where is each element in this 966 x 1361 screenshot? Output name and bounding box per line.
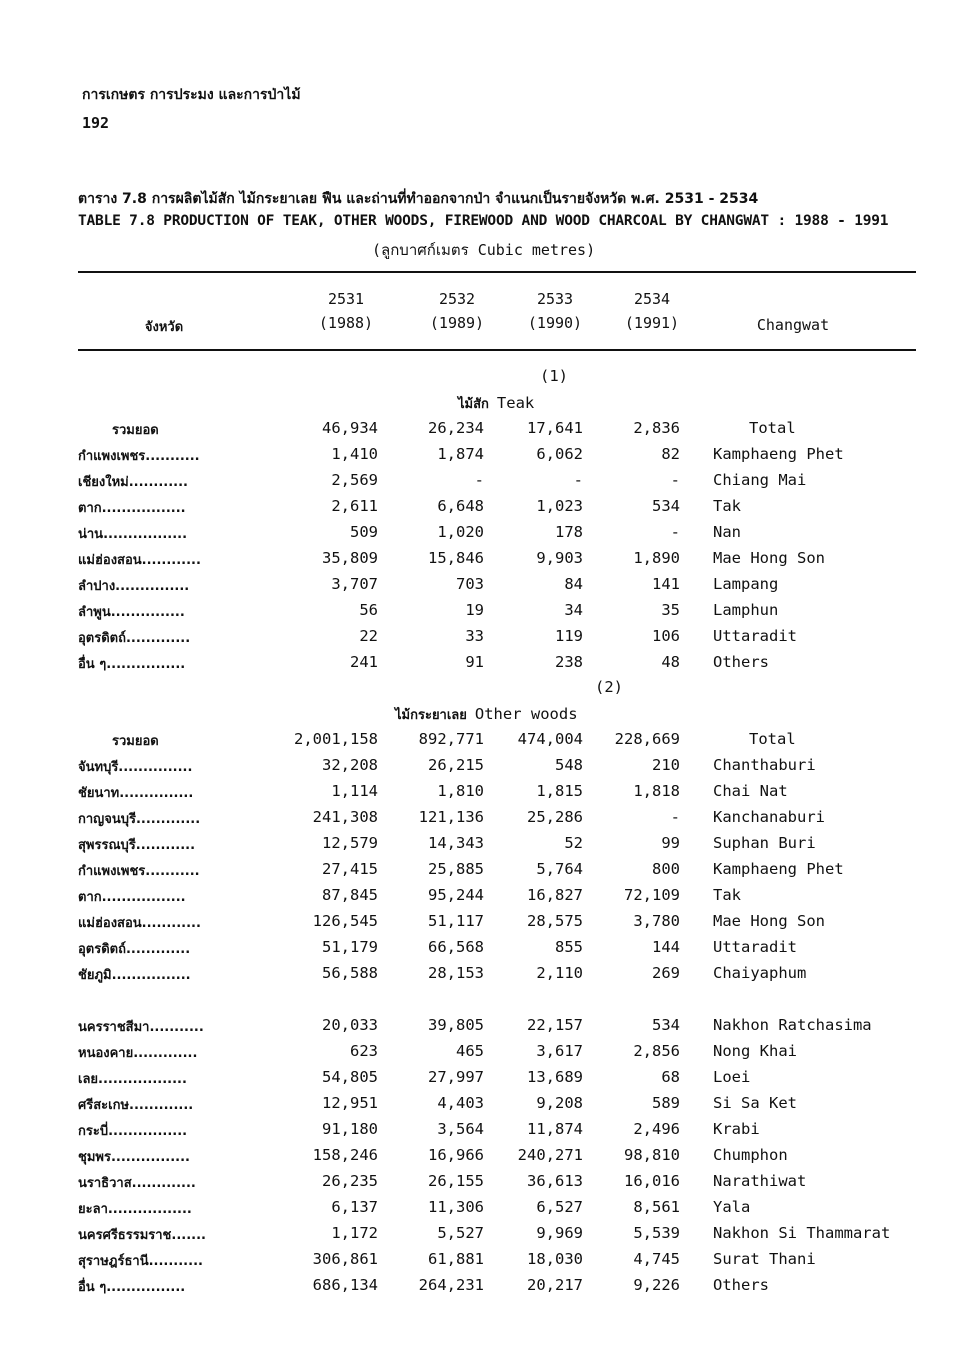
value-2533: 16,827 <box>527 886 583 904</box>
value-2532: 3,564 <box>437 1120 484 1138</box>
value-2532: 27,997 <box>428 1068 484 1086</box>
value-2531: 509 <box>350 523 378 541</box>
value-2531: 20,033 <box>322 1016 378 1034</box>
changwat-thai: ชัยนาท............... <box>78 786 194 801</box>
section-label-english: Other woods <box>474 705 578 723</box>
changwat-thai: กาญจนบุรี............. <box>78 812 201 827</box>
value-2531: 12,579 <box>322 834 378 852</box>
table-row <box>0 1120 966 1146</box>
value-2534: - <box>670 471 680 489</box>
table-title-thai: ตาราง 7.8 การผลิตไม้สัก ไม้กระยาเลย ฟืน และถ่านที่ทำออกจากป่า จำแนกเป็นรายจังหวัด พ.ศ. 2531 - 2534 <box>78 191 759 207</box>
changwat-thai: สุพรรณบุรี............ <box>78 838 196 853</box>
value-2531: 35,809 <box>322 549 378 567</box>
value-2534: 1,890 <box>633 549 680 567</box>
changwat-english: Tak <box>713 497 741 515</box>
value-2533: 84 <box>564 575 583 593</box>
changwat-thai: กระบี่................ <box>78 1124 188 1139</box>
table-row-total <box>0 730 966 756</box>
value-2534: 68 <box>661 1068 680 1086</box>
value-2533: 52 <box>564 834 583 852</box>
changwat-thai: นครศรีธรรมราช....... <box>78 1228 206 1243</box>
table-row <box>0 756 966 782</box>
value-2532: 14,343 <box>428 834 484 852</box>
table-row <box>0 627 966 653</box>
value-2533: 5,764 <box>536 860 583 878</box>
table-row <box>0 1068 966 1094</box>
value-2531: 241,308 <box>312 808 378 826</box>
changwat-thai: ตาก................. <box>78 501 186 516</box>
year-ce: (1989) <box>429 314 485 332</box>
value-2531: 306,861 <box>312 1250 378 1268</box>
value-2532: 703 <box>456 575 484 593</box>
section-label-thai: ไม้สัก <box>458 397 489 412</box>
table-row <box>0 1250 966 1276</box>
table-row <box>0 601 966 627</box>
value-2534: 16,016 <box>624 1172 680 1190</box>
value-2533: 22,157 <box>527 1016 583 1034</box>
value-2532: 26,155 <box>428 1172 484 1190</box>
changwat-thai: อื่น ๆ................ <box>78 657 186 672</box>
changwat-thai: รวมยอด <box>112 423 159 438</box>
changwat-english: Others <box>713 653 769 671</box>
changwat-english: Uttaradit <box>713 938 797 956</box>
changwat-english: Chiang Mai <box>713 471 807 489</box>
section-label-thai: ไม้กระยาเลย <box>395 708 467 723</box>
value-2534: 144 <box>652 938 680 956</box>
value-2534: 48 <box>661 653 680 671</box>
value-2532: 5,527 <box>437 1224 484 1242</box>
value-2532: 66,568 <box>428 938 484 956</box>
changwat-english: Lampang <box>713 575 779 593</box>
value-2533: 3,617 <box>536 1042 583 1060</box>
changwat-english: Nakhon Si Thammarat <box>713 1224 891 1242</box>
year-ce: (1990) <box>527 314 583 332</box>
section-number: (2) <box>595 678 623 696</box>
changwat-english: Kamphaeng Phet <box>713 445 844 463</box>
table-row <box>0 782 966 808</box>
table-row <box>0 549 966 575</box>
value-2533: 34 <box>564 601 583 619</box>
value-2532: 6,648 <box>437 497 484 515</box>
section-label-english: Teak <box>496 394 535 412</box>
column-header-1990 <box>515 290 595 332</box>
value-2532: 11,306 <box>428 1198 484 1216</box>
year-be: 2531 <box>327 290 365 308</box>
changwat-thai: ศรีสะเกษ............. <box>78 1098 194 1113</box>
value-2533: 474,004 <box>517 730 583 748</box>
value-2532: 28,153 <box>428 964 484 982</box>
value-2534: 534 <box>652 1016 680 1034</box>
value-2534: 3,780 <box>633 912 680 930</box>
table-row <box>0 1146 966 1172</box>
year-be: 2534 <box>633 290 671 308</box>
table-row <box>0 912 966 938</box>
changwat-english: Nakhon Ratchasima <box>713 1016 872 1034</box>
value-2531: 91,180 <box>322 1120 378 1138</box>
changwat-thai: แม่ฮ่องสอน............ <box>78 553 201 568</box>
changwat-english: Suphan Buri <box>713 834 816 852</box>
value-2534: 5,539 <box>633 1224 680 1242</box>
value-2533: 28,575 <box>527 912 583 930</box>
value-2533: 6,062 <box>536 445 583 463</box>
table-row <box>0 445 966 471</box>
value-2532: 1,020 <box>437 523 484 541</box>
changwat-english: Others <box>713 1276 769 1294</box>
value-2531: 126,545 <box>312 912 378 930</box>
value-2531: 623 <box>350 1042 378 1060</box>
changwat-english: Mae Hong Son <box>713 912 825 930</box>
column-header-thai: จังหวัด <box>144 320 184 335</box>
column-header-1988 <box>306 290 386 332</box>
value-2531: 1,114 <box>331 782 378 800</box>
value-2534: - <box>670 523 680 541</box>
value-2534: 269 <box>652 964 680 982</box>
changwat-thai: หนองคาย............. <box>78 1046 198 1061</box>
value-2531: 51,179 <box>322 938 378 956</box>
table-top-rule <box>78 271 916 273</box>
table-title-english: TABLE 7.8 PRODUCTION OF TEAK, OTHER WOODS, FIREWOOD AND WOOD CHARCOAL BY CHANGWAT : 1988 - 1991 <box>78 213 889 229</box>
value-2534: 9,226 <box>633 1276 680 1294</box>
value-2532: 1,810 <box>437 782 484 800</box>
table-row <box>0 471 966 497</box>
value-2534: 4,745 <box>633 1250 680 1268</box>
changwat-english: Krabi <box>713 1120 760 1138</box>
value-2533: 178 <box>555 523 583 541</box>
value-2532: - <box>474 471 484 489</box>
changwat-english: Nong Khai <box>713 1042 797 1060</box>
table-row <box>0 1198 966 1224</box>
changwat-english: Kanchanaburi <box>713 808 825 826</box>
changwat-thai: กำแพงเพชร........... <box>78 449 200 464</box>
table-row <box>0 1224 966 1250</box>
value-2532: 39,805 <box>428 1016 484 1034</box>
table-row <box>0 808 966 834</box>
value-2534: 1,818 <box>633 782 680 800</box>
year-be: 2532 <box>438 290 476 308</box>
value-2534: 2,496 <box>633 1120 680 1138</box>
value-2531: 26,235 <box>322 1172 378 1190</box>
table-row <box>0 523 966 549</box>
changwat-thai: รวมยอด <box>112 734 159 749</box>
value-2532: 264,231 <box>418 1276 484 1294</box>
value-2531: 158,246 <box>312 1146 378 1164</box>
table-row <box>0 497 966 523</box>
changwat-english: Chumphon <box>713 1146 788 1164</box>
value-2533: 17,641 <box>527 419 583 437</box>
value-2532: 15,846 <box>428 549 484 567</box>
table-row <box>0 886 966 912</box>
value-2531: 32,208 <box>322 756 378 774</box>
value-2533: 13,689 <box>527 1068 583 1086</box>
table-row <box>0 938 966 964</box>
column-header-1989 <box>417 290 497 332</box>
value-2534: 210 <box>652 756 680 774</box>
value-2533: 9,969 <box>536 1224 583 1242</box>
changwat-english: Narathiwat <box>713 1172 807 1190</box>
value-2533: 36,613 <box>527 1172 583 1190</box>
section-label <box>458 393 534 414</box>
value-2533: 1,023 <box>536 497 583 515</box>
changwat-english: Nan <box>713 523 741 541</box>
value-2533: 119 <box>555 627 583 645</box>
table-row <box>0 964 966 990</box>
table-row-total <box>0 419 966 445</box>
changwat-english: Chaiyaphum <box>713 964 807 982</box>
value-2532: 91 <box>465 653 484 671</box>
value-2533: 548 <box>555 756 583 774</box>
value-2534: 2,856 <box>633 1042 680 1060</box>
year-be: 2533 <box>536 290 574 308</box>
value-2531: 686,134 <box>312 1276 378 1294</box>
value-2534: 2,836 <box>633 419 680 437</box>
value-2533: 855 <box>555 938 583 956</box>
value-2531: 2,001,158 <box>294 730 378 748</box>
changwat-english: Total <box>749 730 796 748</box>
changwat-thai: ลำปาง............... <box>78 579 190 594</box>
value-2532: 4,403 <box>437 1094 484 1112</box>
value-2532: 121,136 <box>418 808 484 826</box>
value-2532: 25,885 <box>428 860 484 878</box>
value-2533: 240,271 <box>517 1146 583 1164</box>
value-2534: 106 <box>652 627 680 645</box>
value-2533: 6,527 <box>536 1198 583 1216</box>
value-2532: 51,117 <box>428 912 484 930</box>
value-2533: 2,110 <box>536 964 583 982</box>
value-2532: 61,881 <box>428 1250 484 1268</box>
section-label <box>395 704 578 725</box>
table-row <box>0 1042 966 1068</box>
value-2532: 16,966 <box>428 1146 484 1164</box>
changwat-thai: นราธิวาส............. <box>78 1176 196 1191</box>
changwat-thai: สุราษฎร์ธานี........... <box>78 1254 203 1269</box>
changwat-english: Surat Thani <box>713 1250 816 1268</box>
value-2531: 2,611 <box>331 497 378 515</box>
value-2534: 82 <box>661 445 680 463</box>
value-2533: - <box>573 471 583 489</box>
table-row <box>0 653 966 679</box>
table-row <box>0 834 966 860</box>
changwat-thai: อุตรดิตถ์............. <box>78 631 191 646</box>
value-2532: 33 <box>465 627 484 645</box>
table-row <box>0 1094 966 1120</box>
value-2531: 56 <box>359 601 378 619</box>
changwat-english: Chanthaburi <box>713 756 816 774</box>
value-2531: 1,410 <box>331 445 378 463</box>
value-2531: 3,707 <box>331 575 378 593</box>
changwat-english: Tak <box>713 886 741 904</box>
value-2533: 238 <box>555 653 583 671</box>
value-2532: 19 <box>465 601 484 619</box>
changwat-thai: ลำพูน............... <box>78 605 185 620</box>
value-2532: 1,874 <box>437 445 484 463</box>
value-2531: 27,415 <box>322 860 378 878</box>
table-header-rule <box>78 349 916 351</box>
value-2533: 18,030 <box>527 1250 583 1268</box>
changwat-thai: ตาก................. <box>78 890 186 905</box>
changwat-thai: นครราชสีมา........... <box>78 1020 204 1035</box>
changwat-thai: อื่น ๆ................ <box>78 1280 186 1295</box>
changwat-english: Uttaradit <box>713 627 797 645</box>
changwat-english: Total <box>749 419 796 437</box>
changwat-english: Loei <box>713 1068 751 1086</box>
value-2532: 892,771 <box>418 730 484 748</box>
table-row <box>0 1016 966 1042</box>
changwat-english: Chai Nat <box>713 782 788 800</box>
changwat-english: Lamphun <box>713 601 779 619</box>
value-2534: 72,109 <box>624 886 680 904</box>
changwat-thai: กำแพงเพชร........... <box>78 864 200 879</box>
changwat-thai: ชุมพร................ <box>78 1150 190 1165</box>
value-2531: 56,588 <box>322 964 378 982</box>
value-2534: 98,810 <box>624 1146 680 1164</box>
section-number: (1) <box>540 367 568 385</box>
changwat-thai: จันทบุรี............... <box>78 760 193 775</box>
value-2534: 141 <box>652 575 680 593</box>
value-2531: 87,845 <box>322 886 378 904</box>
table-row <box>0 860 966 886</box>
value-2534: 99 <box>661 834 680 852</box>
year-ce: (1991) <box>624 314 680 332</box>
value-2532: 26,215 <box>428 756 484 774</box>
value-2533: 25,286 <box>527 808 583 826</box>
changwat-thai: เลย.................. <box>78 1072 187 1087</box>
value-2531: 46,934 <box>322 419 378 437</box>
value-2533: 11,874 <box>527 1120 583 1138</box>
year-ce: (1988) <box>318 314 374 332</box>
value-2534: 8,561 <box>633 1198 680 1216</box>
value-2534: 800 <box>652 860 680 878</box>
value-2534: 35 <box>661 601 680 619</box>
page-number: 192 <box>82 114 110 132</box>
value-2532: 26,234 <box>428 419 484 437</box>
changwat-thai: เชียงใหม่............ <box>78 475 188 490</box>
value-2533: 1,815 <box>536 782 583 800</box>
changwat-english: Kamphaeng Phet <box>713 860 844 878</box>
value-2534: 589 <box>652 1094 680 1112</box>
value-2531: 2,569 <box>331 471 378 489</box>
value-2534: - <box>670 808 680 826</box>
value-2533: 9,208 <box>536 1094 583 1112</box>
value-2532: 465 <box>456 1042 484 1060</box>
value-2534: 534 <box>652 497 680 515</box>
value-2531: 22 <box>359 627 378 645</box>
table-unit: (ลูกบาศก์เมตร Cubic metres) <box>372 241 596 259</box>
value-2531: 241 <box>350 653 378 671</box>
changwat-thai: แม่ฮ่องสอน............ <box>78 916 201 931</box>
section-title: การเกษตร การประมง และการป่าไม้ <box>82 87 301 103</box>
column-header-1991 <box>612 290 692 332</box>
value-2533: 20,217 <box>527 1276 583 1294</box>
changwat-english: Yala <box>713 1198 751 1216</box>
column-header-english: Changwat <box>756 316 830 334</box>
table-row <box>0 1172 966 1198</box>
changwat-thai: น่าน................. <box>78 527 188 542</box>
value-2533: 9,903 <box>536 549 583 567</box>
value-2532: 95,244 <box>428 886 484 904</box>
changwat-english: Si Sa Ket <box>713 1094 797 1112</box>
value-2534: 228,669 <box>614 730 680 748</box>
changwat-thai: ชัยภูมิ................ <box>78 968 191 983</box>
value-2531: 1,172 <box>331 1224 378 1242</box>
value-2531: 6,137 <box>331 1198 378 1216</box>
changwat-english: Mae Hong Son <box>713 549 825 567</box>
value-2531: 12,951 <box>322 1094 378 1112</box>
table-row <box>0 1276 966 1302</box>
value-2531: 54,805 <box>322 1068 378 1086</box>
changwat-thai: อุตรดิตถ์............. <box>78 942 191 957</box>
table-row <box>0 575 966 601</box>
changwat-thai: ยะลา................. <box>78 1202 192 1217</box>
